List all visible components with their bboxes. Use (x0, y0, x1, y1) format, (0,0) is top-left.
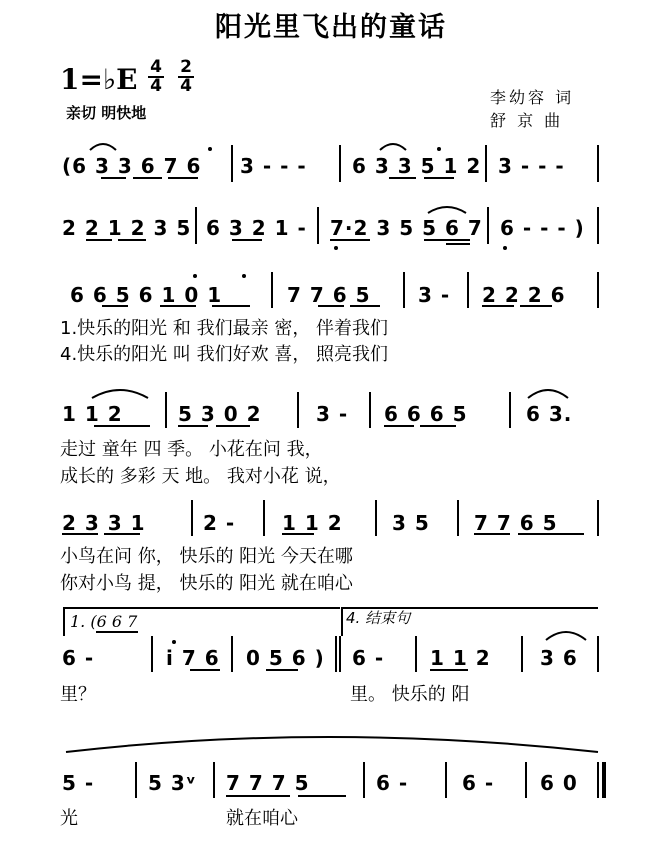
lyricist-credit: 李幼容 词 (490, 88, 575, 107)
composer-credit: 舒 京 曲 (490, 111, 564, 130)
key-signature: 1=♭E (60, 63, 138, 96)
slur (90, 144, 116, 150)
page-title: 阳光里飞出的童话 (215, 12, 447, 43)
staff-5-measure-1: 2 3 3 1 (62, 511, 146, 535)
staff-6-measure-6: 3 6 (540, 646, 578, 670)
staff-3-measure-1: 6 6 5 6 1 0 1 (70, 283, 223, 307)
staff-5-lyric-verse-1: 小鸟在问 你， 快乐的 阳光 今天在哪 (60, 546, 353, 567)
slur (428, 207, 466, 213)
staff-2-measure-3: 7·2 3 5 5 6 7 (330, 216, 483, 240)
octave-dot (503, 246, 507, 250)
staff-3-lyric-verse-1: 1.快乐的阳光 和 我们最亲 密， 伴着我们 (60, 318, 389, 339)
octave-dot (242, 274, 246, 278)
staff-7-lyric-2: 就在咱心 (226, 808, 298, 829)
time-signature-2-4: 2 4 (178, 60, 194, 94)
staff-6-lyric-fourth-ending: 里。 快乐的 阳 (350, 684, 470, 705)
staff-5-measure-5: 7 7 6 5 (474, 511, 558, 535)
staff-2-measure-1: 2 2 1 2 3 5 (62, 216, 192, 240)
staff-7-measure-2: 5 3ᵛ (148, 771, 197, 795)
staff-6-measure-3: 0 5 6 ) (246, 646, 325, 670)
staff-2-measure-4: 6 - - - ) (500, 216, 585, 240)
staff-1-measure-4: 3 - - - (498, 154, 565, 178)
slur (380, 144, 406, 150)
staff-7-measure-5: 6 - (462, 771, 495, 795)
fourth-ending-label: 4. 结束句 (346, 609, 411, 627)
staff-7-lyric-1: 光 (60, 808, 78, 829)
staff-6-measure-2: i 7 6 (166, 646, 220, 670)
octave-dot (193, 274, 197, 278)
staff-5-measure-2: 2 - (203, 511, 236, 535)
staff-2-measure-2: 6 3 2 1 - (206, 216, 307, 240)
octave-dot (437, 147, 441, 151)
staff-7-measure-4: 6 - (376, 771, 409, 795)
staff-6-lyric-first-ending: 里？ (60, 684, 96, 705)
staff-5-measure-3: 1 1 2 (282, 511, 343, 535)
octave-dot (208, 147, 212, 151)
staff-5-lyric-verse-4: 你对小鸟 提， 快乐的 阳光 就在咱心 (60, 573, 353, 594)
staff-4-measure-2: 5 3 0 2 (178, 402, 262, 426)
staff-3-measure-3: 3 - (418, 283, 451, 307)
tempo-marking: 亲切 明快地 (66, 104, 147, 122)
time-signature-4-4: 4 4 (148, 60, 164, 94)
staff-4-measure-5: 6 3. (526, 402, 573, 426)
staff-4-measure-4: 6 6 6 5 (384, 402, 468, 426)
staff-6-measure-4: 6 - (352, 646, 385, 670)
slur (546, 632, 586, 640)
staff-4-lyric-verse-4: 成长的 多彩 天 地。 我对小花 说， (60, 466, 341, 487)
staff-1-measure-3: 6 3 3 5 1 2 (352, 154, 482, 178)
staff-7-measure-1: 5 - (62, 771, 95, 795)
staff-3-measure-4: 2 2 2 6 (482, 283, 566, 307)
tie (66, 737, 598, 752)
octave-dot (172, 640, 176, 644)
staff-4-measure-1: 1 1 2 (62, 402, 123, 426)
first-ending-label: 1. (6 6 7 (70, 612, 138, 631)
staff-6-measure-5: 1 1 2 (430, 646, 491, 670)
slur (528, 390, 568, 398)
staff-3-lyric-verse-4: 4.快乐的阳光 叫 我们好欢 喜， 照亮我们 (60, 344, 389, 365)
staff-5-measure-4: 3 5 (392, 511, 430, 535)
staff-4-measure-3: 3 - (316, 402, 349, 426)
staff-7-measure-6: 6 0 (540, 771, 578, 795)
octave-dot (334, 246, 338, 250)
slur (92, 390, 148, 398)
staff-3-measure-2: 7 7 6 5 (287, 283, 371, 307)
staff-1-measure-1: (6 3 3 6 7 6 (62, 154, 202, 178)
staff-7-measure-3: 7 7 7 5 (226, 771, 310, 795)
staff-4-lyric-verse-1: 走过 童年 四 季。 小花在问 我， (60, 439, 323, 460)
staff-6-measure-1: 6 - (62, 646, 95, 670)
staff-1-measure-2: 3 - - - (240, 154, 307, 178)
